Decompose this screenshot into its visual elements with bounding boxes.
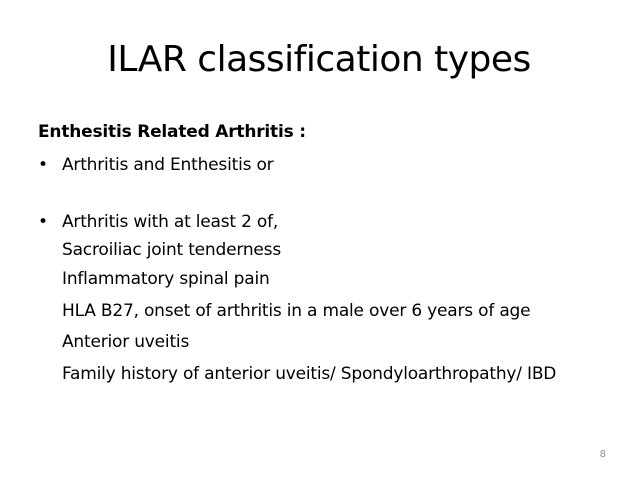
bullet-text-2: Arthritis with at least 2 of, [62, 212, 279, 232]
bullet-text-1: Arthritis and Enthesitis or [62, 155, 274, 175]
page-number: 8 [599, 449, 606, 460]
section-heading: Enthesitis Related Arthritis : [38, 122, 306, 142]
criteria-item-2: Inflammatory spinal pain [62, 269, 270, 289]
criteria-item-1: Sacroiliac joint tenderness [62, 240, 281, 260]
criteria-item-4: Anterior uveitis [62, 332, 190, 352]
slide-title: ILAR classification types [107, 39, 531, 80]
bullet-marker: • [38, 212, 49, 232]
criteria-item-3: HLA B27, onset of arthritis in a male over 6 years of age [62, 301, 531, 321]
bullet-marker: • [38, 155, 49, 175]
criteria-item-5: Family history of anterior uveitis/ Spondyloarthropathy/ IBD [62, 364, 557, 384]
